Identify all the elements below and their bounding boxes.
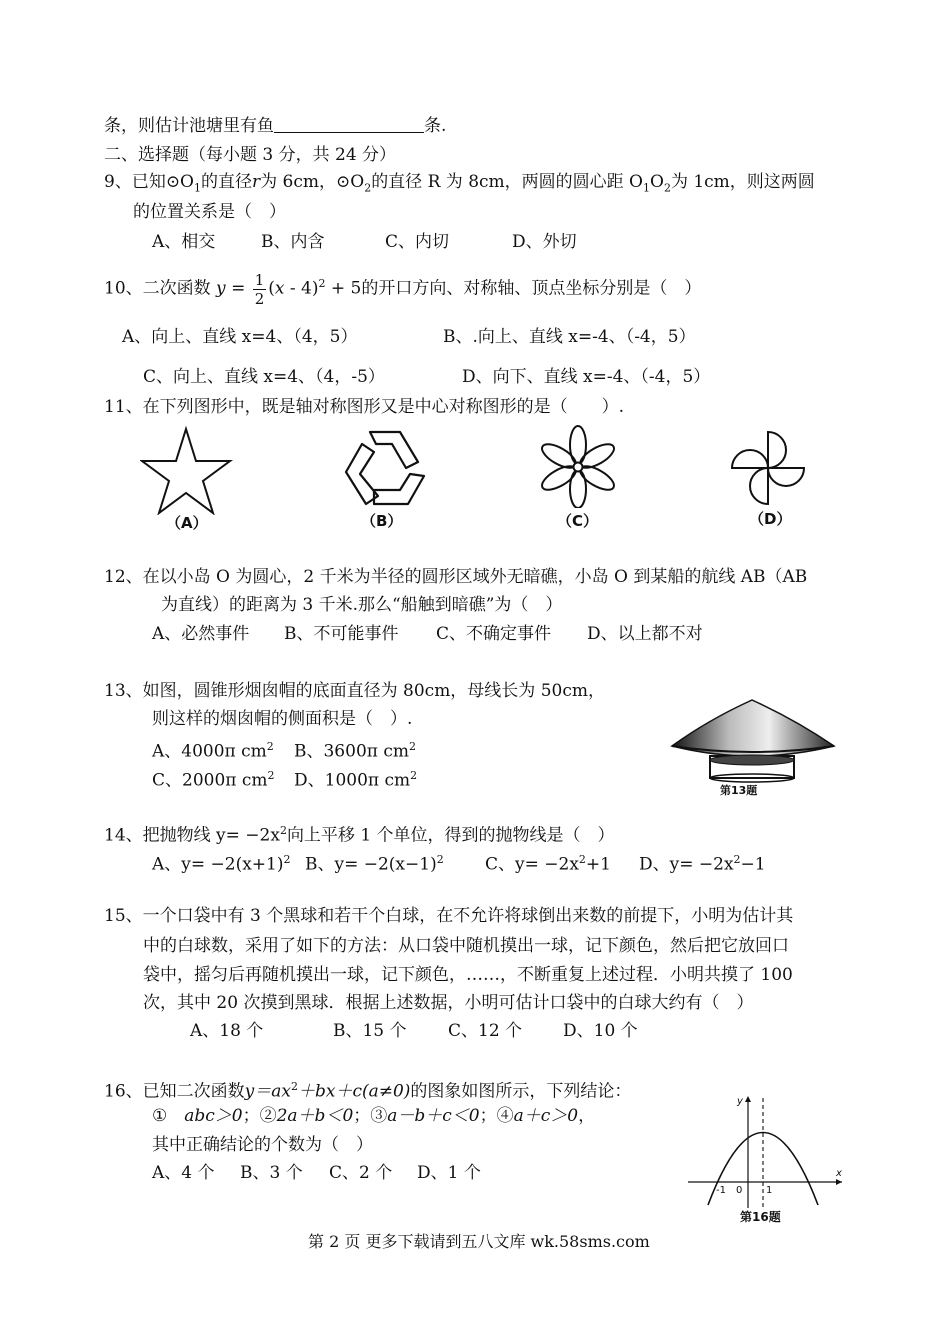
- q14-opt-d-text: D、y= −2x: [639, 854, 734, 875]
- q9-sub3: 1: [643, 181, 650, 195]
- q15-line3: 袋中，摇匀后再随机摸出一球，记下颜色，……，不断重复上述过程．小明共摸了 100: [143, 965, 793, 985]
- q16-figure-label: 第16题: [740, 1210, 781, 1224]
- figure-label-c: （C）: [557, 512, 599, 530]
- q15-option-d: D、10 个: [563, 1021, 638, 1041]
- question-14: [104, 820, 615, 847]
- q12-option-c: C、不确定事件: [436, 624, 552, 644]
- q13-opt-a-exp: 2: [266, 740, 274, 753]
- q15-option-c: C、12 个: [448, 1021, 523, 1041]
- figure-label-d: （D）: [749, 510, 792, 528]
- q16-s1: ；②: [242, 1106, 277, 1126]
- q13-option-b: [294, 736, 416, 763]
- q16-c4: a＋c＞0: [513, 1106, 579, 1126]
- q9-option-c: C、内切: [385, 232, 450, 252]
- q16-option-a: A、4 个: [152, 1163, 215, 1183]
- q13-opt-a-text: A、4000π cm: [152, 741, 267, 762]
- q13-line2: 则这样的烟囱帽的侧面积是（ ）.: [152, 709, 413, 729]
- lead-line: [104, 115, 446, 137]
- q16-formula: y＝ax: [244, 1081, 291, 1102]
- q14-opt-c-exp: 2: [578, 853, 586, 866]
- q16-s3: ；④: [479, 1106, 514, 1126]
- lead-tail: 条.: [424, 116, 447, 136]
- q12-option-a: A、必然事件: [152, 624, 250, 644]
- section-heading: 二、选择题（每小题 3 分，共 24 分）: [104, 145, 397, 165]
- q10-suffix: 的开口方向、对称轴、顶点坐标分别是（ ）: [361, 278, 702, 299]
- q13-opt-c-text: C、2000π cm: [152, 770, 268, 791]
- q10-option-d: D、向下、直线 x=-4、（-4，5）: [462, 367, 711, 387]
- q16-s2: ；③: [353, 1106, 388, 1126]
- q10-square: 2: [318, 277, 326, 290]
- q14-option-b: [305, 849, 444, 876]
- q9-text-a: 9、已知⊙O: [104, 172, 194, 192]
- q14-opt-a-exp: 2: [283, 853, 291, 866]
- q16-exp: 2: [290, 1080, 298, 1093]
- q10-prefix: 10、二次函数: [104, 278, 211, 299]
- question-10: [104, 262, 701, 311]
- q10-plus5: + 5: [325, 278, 362, 299]
- q9-text-c: 为 6cm，⊙O: [260, 172, 365, 192]
- q12-line2: 为直线）的距离为 3 千米.那么“船触到暗礁”为（ ）: [161, 595, 563, 615]
- q9-r: r: [252, 172, 261, 192]
- q10-y: y: [216, 278, 226, 299]
- question-15: 15、一个口袋中有 3 个黑球和若干个白球，在不允许将球倒出来数的前提下，小明为估计其: [104, 906, 794, 926]
- q16-text-b: 的图象如图所示，下列结论：: [410, 1081, 632, 1102]
- q16-c3: a－b＋c＜0: [387, 1106, 480, 1126]
- q14-opt-d-exp: 2: [733, 853, 741, 866]
- tick-neg1: -1: [716, 1185, 726, 1196]
- q10-option-a: A、向上、直线 x=4、（4，5）: [122, 327, 358, 347]
- q15-option-b: B、15 个: [333, 1021, 407, 1041]
- q14-text-a: 14、把抛物线 y= −2x: [104, 825, 280, 846]
- q13-figure-label: 第13题: [720, 784, 758, 797]
- q10-option-c: C、向上、直线 x=4、（4，-5）: [143, 367, 385, 387]
- q9-text-f: 为 1cm，则这两圆: [670, 172, 815, 192]
- q13-opt-b-text: B、3600π cm: [294, 741, 409, 762]
- q14-option-c: [485, 849, 611, 876]
- page-footer: 第 2 页 更多下载请到五八文库 wk.58sms.com: [308, 1232, 650, 1251]
- q16-s4: ，: [578, 1106, 596, 1126]
- q12-option-b: B、不可能事件: [284, 624, 399, 644]
- q10-fraction: [253, 271, 267, 308]
- figure-star-icon: [140, 425, 240, 515]
- y-axis-label: y: [737, 1096, 743, 1107]
- q13-opt-b-exp: 2: [408, 740, 416, 753]
- figure-recycle-icon: [340, 428, 430, 510]
- q15-line2: 中的白球数，采用了如下的方法：从口袋中随机摸出一球，记下颜色，然后把它放回口: [143, 936, 789, 956]
- q9-text-e: O: [650, 172, 664, 192]
- question-13: 13、如图，圆锥形烟囱帽的底面直径为 80cm，母线长为 50cm，: [104, 681, 605, 701]
- tick-0: 0: [736, 1185, 743, 1196]
- q16-line3: 其中正确结论的个数为（ ）: [152, 1135, 373, 1155]
- q10-den: 2: [254, 289, 265, 308]
- q16-c1: abc＞0: [184, 1106, 243, 1126]
- question-9: [104, 171, 815, 199]
- figure-label-b: （B）: [361, 512, 403, 530]
- q14-option-a: [152, 849, 291, 876]
- q10-paren: (: [268, 278, 275, 299]
- q9-text-d: 的直径 R 为 8cm，两圆的圆心距 O: [371, 172, 643, 192]
- q10-num: 1: [254, 270, 265, 289]
- q13-option-d: [294, 765, 417, 792]
- q14-exp: 2: [279, 824, 287, 837]
- q13-option-a: [152, 736, 274, 763]
- figure-label-a: （A）: [166, 514, 208, 532]
- q13-opt-d-exp: 2: [410, 769, 418, 782]
- q16-formula2: ＋bx＋c(a≠0): [297, 1081, 411, 1102]
- q16-conclusions: [152, 1105, 595, 1127]
- q12-option-d: D、以上都不对: [587, 624, 703, 644]
- q9-option-a: A、相交: [152, 232, 216, 252]
- q13-option-c: [152, 765, 275, 792]
- figure-chimney-cap: [668, 694, 838, 798]
- lead-text: 条，则估计池塘里有鱼: [104, 116, 274, 136]
- q14-opt-c-text: C、y= −2x: [485, 854, 579, 875]
- q16-c2: 2a＋b＜0: [276, 1106, 354, 1126]
- q9-option-d: D、外切: [512, 232, 577, 252]
- q14-opt-b-text: B、y= −2(x−1): [305, 854, 437, 875]
- question-12: 12、在以小岛 O 为圆心，2 千米为半径的圆形区域外无暗礁，小岛 O 到某船的航线 AB（AB: [104, 567, 808, 587]
- q14-opt-d-tail: −1: [740, 854, 766, 875]
- figure-parabola-graph: [684, 1090, 848, 1226]
- q14-opt-b-exp: 2: [436, 853, 444, 866]
- q10-option-b: B、.向上、直线 x=-4、（-4，5）: [443, 327, 696, 347]
- q13-opt-c-exp: 2: [267, 769, 275, 782]
- question-11: 11、在下列图形中，既是轴对称图形又是中心对称图形的是（ ）.: [104, 397, 625, 417]
- q14-opt-c-tail: +1: [585, 854, 611, 875]
- q16-option-c: C、2 个: [329, 1163, 393, 1183]
- x-axis-label: x: [836, 1168, 842, 1179]
- question-16: [104, 1076, 631, 1103]
- figure-flower-icon: [538, 423, 618, 508]
- q9-sub2: 2: [364, 181, 372, 195]
- q10-eq: =: [231, 278, 246, 299]
- q9-text-b: 的直径: [201, 172, 252, 192]
- q14-opt-a-text: A、y= −2(x+1): [152, 854, 284, 875]
- q9-sub1: 1: [194, 181, 201, 195]
- q14-text-b: 向上平移 1 个单位，得到的抛物线是（ ）: [286, 825, 615, 846]
- q13-opt-d-text: D、1000π cm: [294, 770, 411, 791]
- q15-option-a: A、18 个: [190, 1021, 264, 1041]
- figure-pinwheel-icon: [728, 428, 808, 508]
- q16-c1-mark: ①: [152, 1106, 185, 1126]
- q15-line4: 次，其中 20 次摸到黑球．根据上述数据，小明可估计口袋中的白球大约有（ ）: [143, 993, 754, 1013]
- q14-option-d: [639, 849, 766, 876]
- q9-option-b: B、内含: [261, 232, 325, 252]
- q9-line2: 的位置关系是（ ）: [133, 202, 286, 222]
- q10-minus4: - 4): [284, 278, 319, 299]
- answer-blank: [274, 116, 424, 133]
- q9-sub4: 2: [663, 181, 671, 195]
- q16-option-d: D、1 个: [417, 1163, 481, 1183]
- q16-text-a: 16、已知二次函数: [104, 1081, 245, 1102]
- q16-option-b: B、3 个: [240, 1163, 303, 1183]
- q10-x: x: [274, 278, 285, 299]
- tick-1: 1: [766, 1185, 773, 1196]
